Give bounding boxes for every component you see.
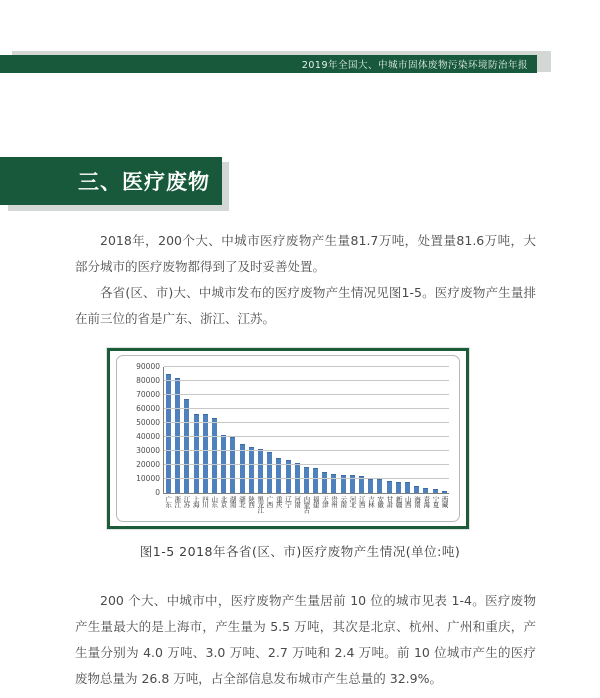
x-axis-tick-label: 上海 — [191, 496, 200, 507]
paragraph-figure-reference: 各省(区、市)大、中城市发布的医疗废物产生情况见图1-5。医疗废物产生量排在前三位的省是广东、浙江、江苏。 — [75, 285, 536, 326]
x-axis-tick-label: 四川 — [200, 496, 209, 507]
x-axis-tick-label: 宁夏 — [431, 496, 440, 507]
x-axis-tick-label: 湖北 — [237, 496, 246, 507]
bar-西藏 — [442, 491, 447, 493]
bar-广东 — [166, 374, 171, 493]
y-axis-tick-label: 20000 — [136, 460, 160, 470]
x-axis-tick-label: 江苏 — [182, 496, 191, 507]
x-axis-tick-label: 贵州 — [330, 496, 339, 507]
figure-caption: 图1-5 2018年各省(区、市)医疗废物产生情况(单位:吨) — [139, 544, 461, 559]
closing-paragraph — [75, 588, 536, 692]
y-axis-tick-label: 90000 — [136, 362, 160, 371]
gridline — [164, 422, 449, 423]
x-axis-tick-label: 海南 — [413, 496, 422, 507]
section-title-box — [0, 157, 222, 205]
bar-福建 — [313, 468, 318, 494]
x-axis-tick-label: 西藏 — [440, 496, 449, 507]
x-axis-tick-label: 辽宁 — [283, 496, 292, 507]
x-axis-tick-label: 山西 — [403, 496, 412, 507]
x-axis-tick-label: 河南 — [293, 496, 302, 507]
bar-山东 — [212, 418, 217, 493]
page-header-banner — [0, 55, 537, 73]
x-axis-labels — [163, 495, 449, 521]
chart-area — [116, 355, 460, 522]
bar-新疆 — [396, 482, 401, 493]
gridline — [164, 464, 449, 465]
y-axis-tick-label: 70000 — [136, 390, 160, 399]
y-axis-tick-label: 50000 — [136, 418, 160, 427]
paragraph-production-summary: 2018年，200个大、中城市医疗废物产生量81.7万吨，处置量81.6万吨，大部分城市的医疗废物都得到了及时妥善处置。 — [75, 233, 536, 274]
bar-四川 — [203, 414, 208, 493]
gridline — [164, 380, 449, 381]
x-axis-tick-label: 甘肃 — [385, 496, 394, 507]
bar-广西 — [267, 452, 272, 493]
x-axis-tick-label: 黑龙江 — [256, 496, 265, 513]
bar-贵州 — [331, 474, 336, 493]
x-axis-tick-label: 重庆 — [274, 496, 283, 507]
bar-宁夏 — [433, 489, 438, 494]
x-axis-tick-label: 吉林 — [366, 496, 375, 507]
x-axis-tick-label: 福建 — [311, 496, 320, 507]
x-axis-tick-label: 江西 — [357, 496, 366, 507]
bar-吉林 — [368, 479, 373, 493]
bar-湖北 — [240, 444, 245, 493]
y-axis-tick-label: 60000 — [136, 404, 160, 414]
bar-甘肃 — [387, 481, 392, 493]
x-axis-tick-label: 山东 — [210, 496, 219, 507]
bar-内蒙古 — [304, 467, 309, 493]
x-axis-tick-label: 青海 — [422, 496, 431, 507]
y-axis-tick-label: 30000 — [136, 446, 160, 456]
bar-海南 — [414, 486, 419, 493]
bar-山西 — [405, 482, 410, 493]
bar-重庆 — [276, 458, 281, 493]
y-axis-tick-label: 40000 — [136, 432, 160, 442]
section-title: 三、医疗废物 — [78, 170, 210, 194]
bar-天津 — [322, 472, 327, 493]
x-axis-tick-label: 河北 — [348, 496, 357, 507]
y-axis-tick-label: 0 — [155, 488, 160, 497]
x-axis-tick-label: 天津 — [320, 496, 329, 507]
x-axis-tick-label: 湖南 — [228, 496, 237, 507]
intro-paragraphs — [75, 228, 536, 332]
gridline — [164, 394, 449, 395]
bar-安徽 — [377, 479, 382, 493]
paragraph-top10-cities: 200 个大、中城市中，医疗废物产生量居前 10 位的城市见表 1-4。医疗废物产生量最大的是上海市，产生量为 5.5 万吨，其次是北京、杭州、广州和重庆，产生量分别为 4.0 万吨、3.0 万吨、2.7 万吨和 2.4 万吨。前 10 位城市产生的医疗废物总量为 26.8 万吨，占全部信息发布城市产生总量的 32.9%。 — [75, 593, 536, 686]
bar-陕西 — [249, 447, 254, 494]
x-axis-tick-label: 云南 — [339, 496, 348, 507]
x-axis-tick-label: 浙江 — [173, 496, 182, 507]
gridline — [164, 366, 449, 367]
medical-waste-bar-chart — [107, 348, 469, 529]
report-title: 2019年全国大、中城市固体废物污染环境防治年报 — [301, 60, 528, 71]
x-axis-tick-label: 新疆 — [394, 496, 403, 507]
x-axis-tick-label: 北京 — [219, 496, 228, 507]
plot-area — [136, 362, 449, 497]
bar-青海 — [423, 488, 428, 493]
y-axis-tick-label: 10000 — [136, 474, 160, 484]
bar-黑龙江 — [258, 449, 263, 493]
y-axis-tick-label: 80000 — [136, 376, 160, 386]
x-axis-tick-label: 广西 — [265, 496, 274, 507]
bar-上海 — [194, 414, 199, 493]
gridline — [164, 436, 449, 437]
x-axis-tick-label: 内蒙古 — [302, 496, 311, 513]
bar-series — [164, 367, 449, 493]
gridline — [164, 450, 449, 451]
x-axis-tick-label: 陕西 — [247, 496, 256, 507]
gridline — [164, 408, 449, 409]
gridline — [164, 478, 449, 479]
x-axis-tick-label: 广东 — [164, 496, 173, 507]
x-axis-tick-label: 安徽 — [376, 496, 385, 507]
